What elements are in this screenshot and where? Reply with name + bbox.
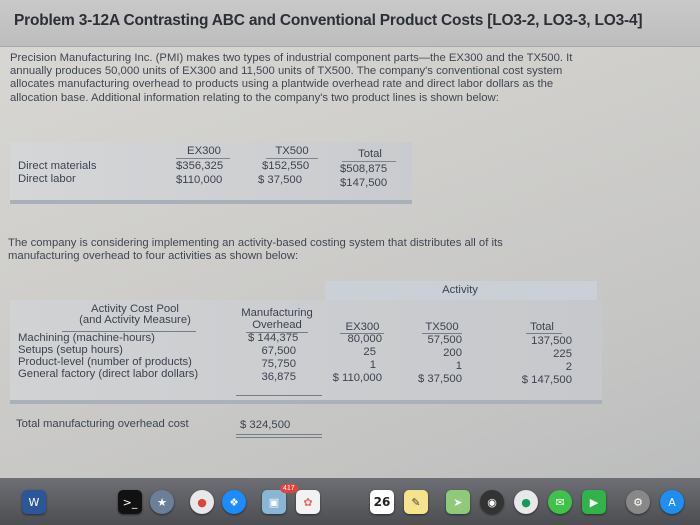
launchpad-icon[interactable]: ★ [150,490,174,514]
total-underline-2 [236,437,322,438]
safari-icon[interactable]: ❖ [222,490,246,514]
activity-cell: 200 [443,347,462,359]
terminal-icon[interactable]: >_ [118,490,142,514]
total-header-underline [526,333,562,334]
problem-intro: Precision Manufacturing Inc. (PMI) makes two types of industrial component parts—the EX300 and the TX500. It annually produces 50,000 units of EX300 and 11,500 units of TX500. The company's conventional cost system allocates manufacturing overhead to products using a plantwide overhead rate and direct labor dollars as the allocation base. Additional information relating to the company's two product lines is shown below: [10,52,573,104]
activity-cell: 1 [455,360,462,372]
total-overhead-label: Total manufacturing overhead cost [16,418,189,430]
badge: 417 [280,484,298,493]
pool-subheader: (and Activity Measure) [79,314,191,326]
tx500-header: TX500 [425,321,459,333]
table1-cell: $147,500 [340,177,388,189]
calendar-icon[interactable]: 26 [370,490,394,514]
facetime-icon[interactable]: ▶ [582,490,606,514]
app-store-icon[interactable]: A [660,490,684,514]
chrome-icon[interactable]: ● [190,490,214,514]
activity-header: Activity [442,284,478,296]
table1-cell: $152,550 [262,160,310,172]
table1-underline-total [342,161,396,162]
abc-paragraph: The company is considering implementing an activity-based costing system that distributes all of its manufacturing overhead to four activities as shown below: [8,237,503,262]
preview-icon[interactable]: ▣ [262,490,286,514]
activity-cell: $ 147,500 [521,374,572,386]
activity-cell: 225 [553,348,572,360]
table1-header-ex300: EX300 [187,145,221,157]
messages-icon[interactable]: ✉ [548,490,572,514]
activity-cell: 75,750 [261,358,296,370]
activity-cell: 137,500 [531,335,572,347]
photos-icon[interactable]: ✿ [296,490,320,514]
activity-cell: $ 37,500 [418,373,462,385]
table1-header-tx500: TX500 [275,145,309,157]
total-overhead-value: $ 324,500 [240,419,291,431]
notes-icon[interactable]: ✎ [404,490,428,514]
activity-cell: 1 [369,359,376,371]
total-header: Total [530,321,554,333]
activity-cell: 57,500 [427,334,462,346]
activity-cell: $ 144,375 [248,332,299,344]
ex300-header: EX300 [345,321,380,333]
activity-cell: $ 110,000 [332,372,382,384]
table1-row-label: Direct materials [18,160,97,172]
table1-cell: $356,325 [176,160,224,172]
table1-cell: $110,000 [176,174,223,186]
word-icon[interactable]: W [22,490,46,514]
activity-table-border [10,400,602,404]
activity-cell: 80,000 [347,333,382,345]
activity-row-label: Product-level (number of products) [18,356,192,368]
mo-header: Manufacturing [241,307,313,319]
mo-subheader: Overhead [252,319,302,331]
activity-row-label: General factory (direct labor dollars) [18,368,199,380]
activity-cell: 25 [363,346,376,358]
table1-underline-ex300 [176,158,230,159]
total-underline-1 [236,434,322,435]
activity-cell: 2 [565,361,572,373]
settings-icon[interactable]: ⚙ [626,490,650,514]
table1-cell: $508,875 [340,163,388,175]
activity-row-label: Setups (setup hours) [18,344,123,356]
activity-cell: 36,875 [261,371,296,383]
photo-booth-icon[interactable]: ◉ [480,490,504,514]
maps-icon[interactable]: ➤ [446,490,470,514]
activity-row-label: Machining (machine-hours) [18,332,155,344]
table1-header-total: Total [358,148,382,160]
problem-title: Problem 3-12A Contrasting ABC and Conventional Product Costs [LO3-2, LO3-3, LO3-4] [14,12,643,29]
chrome-icon-2[interactable]: ● [514,490,538,514]
mo-total-underline [236,395,322,396]
table1-row-label: Direct labor [18,173,76,185]
table1-underline-tx500 [266,158,318,159]
table1-cell: $ 37,500 [258,174,302,186]
activity-cell: 67,500 [261,345,296,357]
pool-header: Activity Cost Pool [91,303,179,315]
